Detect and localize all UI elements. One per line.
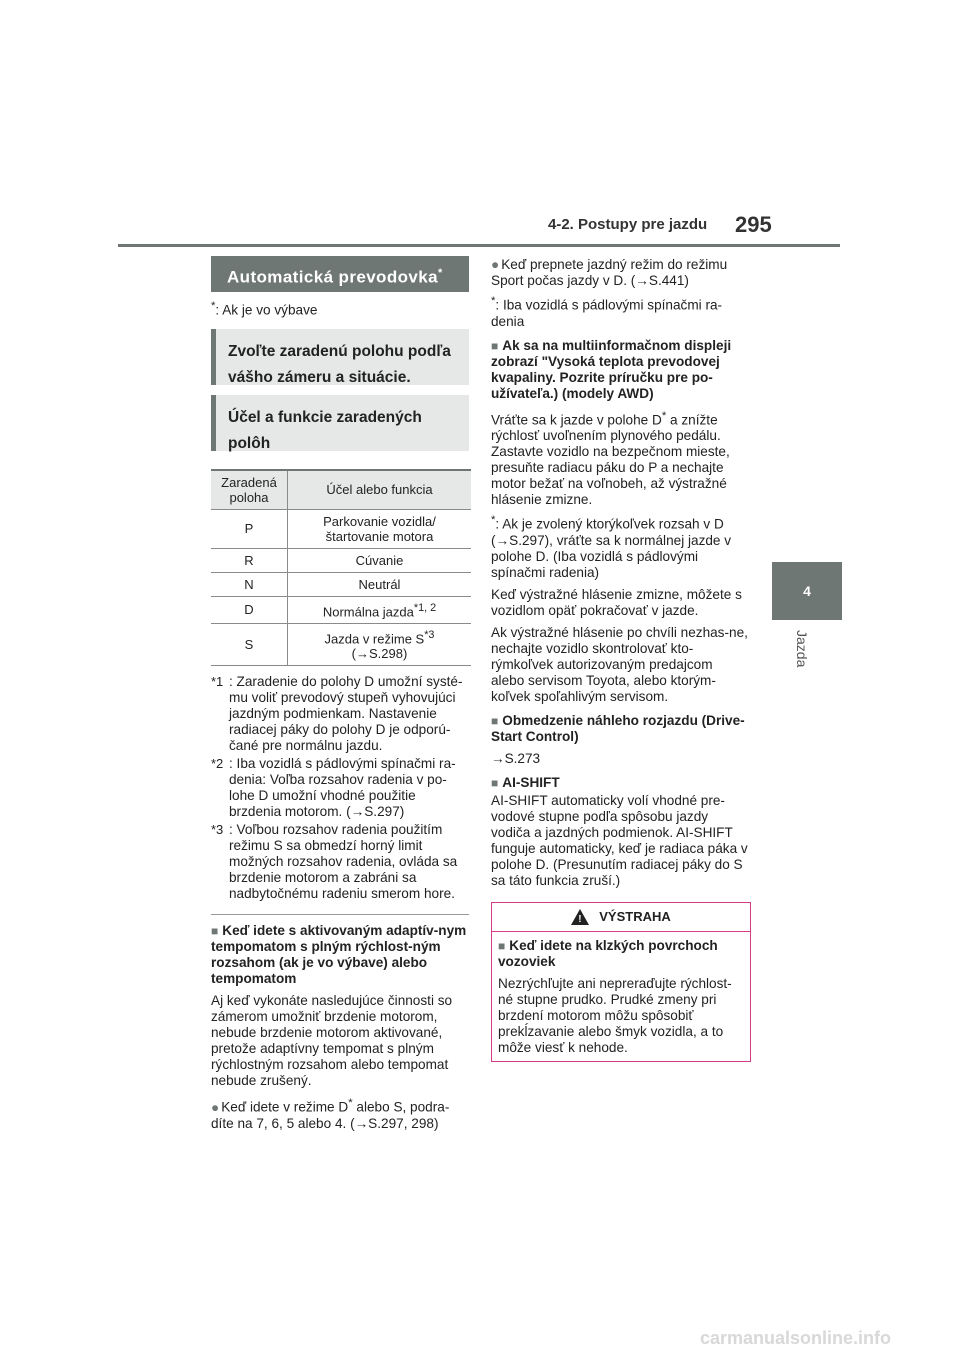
table-row: R Cúvanie (211, 548, 471, 572)
warning-icon: ! (571, 909, 589, 925)
instruction-box: Zvoľte zaradenú polohu podľa vášho zámeru a situácie. (211, 329, 469, 385)
sub-heading: ■ Ak sa na multiinformačnom displeji zobrazí "Vysoká teplota prevodovej kvapaliny. Pozrite príručku pre po-užívateľa.) (modely AWD) (491, 338, 749, 402)
section-heading: Automatická prevodovka* (211, 256, 469, 292)
header-rule (118, 244, 840, 247)
table-row: S Jazda v režime $S^{*3}$ (→S.298) (211, 623, 471, 665)
table-header-row (211, 470, 471, 510)
page-reference: →S.273 (491, 750, 541, 766)
table-row: N Neutrál (211, 572, 471, 596)
watermark: carmanualsonline.info (700, 1328, 892, 1348)
chapter-tab: 4 (772, 562, 842, 620)
paragraph: Keď výstražné hlásenie zmizne, môžete s vozidlom opäť pokračovať v jazde. (491, 586, 742, 618)
section-title: 4-2. Postupy pre jazdu (548, 216, 708, 233)
warning-text: Nezrýchľujte ani nepreraďujte rýchlost-né stupne prudko. Prudké zmeny pri brzdení motorom môžu spôsobiť prekĺzavanie alebo šmyk vozidla, a to môže viesť k nehode. (498, 976, 732, 1055)
sub-heading: ■ Keď idete s aktivovaným adaptív-nym tempomatom s plným rýchlost-ným rozsahom (ak je vo výbave) alebo tempomatom (211, 923, 469, 987)
sub-heading: ■ Obmedzenie náhleho rozjazdu (Drive-Start Control) (491, 713, 749, 745)
bullet-item: ● Keď prepnete jazdný režim do režimu Sport počas jazdy v D. (→S.441) (491, 257, 728, 288)
cruise-section (211, 914, 469, 1132)
footnote-item: *2 : Iba vozidlá s pádlovými spínačmi ra-denia: Voľba rozsahov radenia v po-lohe D umožní vhodné použitie brzdenia motorom. (→S.297) (211, 756, 456, 820)
table-header: Účel alebo funkcia (288, 470, 472, 510)
paragraph: AI-SHIFT automaticky volí vhodné pre-vodové stupne podľa spôsobu jazdy vodiča a jazdných podmienok. AI-SHIFT funguje automaticky, keď je radiaca páka v polohe D. (Presunutím radiacej páky do S sa táto funkcia zruší.) (491, 792, 748, 888)
heading-footnote: *: Ak je vo výbave (211, 300, 318, 318)
footnote-item: *3 : Voľbou rozsahov radenia použitím režimu S sa obmedzí horný limit možných rozsahov radenia, ovláda sa brzdenie motorom a zabráni sa nadbytočnému radeniu smerom hore. (211, 822, 458, 902)
footnote-item: *: Ak je zvolený ktorýkoľvek rozsah v D (→S.297), vráťte sa k normálnej jazde v polohe D. (Iba vozidlá s pádlovými spínačmi radenia) (491, 514, 732, 580)
subsection-box: Účel a funkcie zaradených polôh (211, 395, 469, 451)
paragraph: Aj keď vykonáte nasledujúce činnosti so zámerom umožniť brzdenie motorom, nebude brzdenie motorom aktivované, pretože adaptívny tempomat s plným rýchlostným rozsahom alebo tempomat nebude zrušený. (211, 993, 453, 1089)
paragraph: Ak výstražné hlásenie po chvíli nezhas-ne, nechajte vozidlo skontrolovať kto-rýmkoľvek autorizovaným predajcom alebo servisom Toyota, alebo ktorým-koľvek spoľahlivým servisom. (491, 624, 748, 704)
page-number: 295 (735, 212, 772, 237)
warning-header: ! VÝSTRAHA (492, 903, 750, 932)
sub-heading: ■ AI-SHIFT (491, 775, 749, 791)
table-header: Zaradená poloha (211, 470, 288, 510)
gear-table (211, 469, 471, 667)
footnote-item: *: Iba vozidlá s pádlovými spínačmi ra-denia (491, 295, 723, 329)
warning-box (491, 902, 751, 1062)
warning-subheading: ■ Keď idete na klzkých povrchoch vozoviek (498, 938, 744, 970)
footnote-list (211, 674, 469, 902)
chapter-label: Jazda (794, 630, 810, 668)
bullet-item: ● Keď idete v režime D* alebo S, podra-díte na 7, 6, 5 alebo 4. (→S.297, 298) (211, 1097, 450, 1131)
table-row: D Normálna jazda$^{*1, 2}$ (211, 596, 471, 623)
left-column (211, 256, 469, 1132)
paragraph: Vráťte sa k jazde v polohe D* a znížte rýchlosť uvoľnením plynového pedálu. Zastavte vozidlo na bezpečnom mieste, presuňte radiacu páku do P a nechajte motor bežať na voľnobeh, až výstražné hlásenie zmizne. (491, 409, 730, 508)
right-column (491, 257, 749, 889)
footnote-item: *1 : Zaradenie do polohy D umožní systé-mu voliť prevodový stupeň vyhovujúci jazdným podmienkam. Nastavenie radiacej páky do polohy D je odporú-čané pre normálnu jazdu. (211, 674, 463, 754)
table-row: P Parkovanie vozidla/ štartovanie motora (211, 509, 471, 548)
